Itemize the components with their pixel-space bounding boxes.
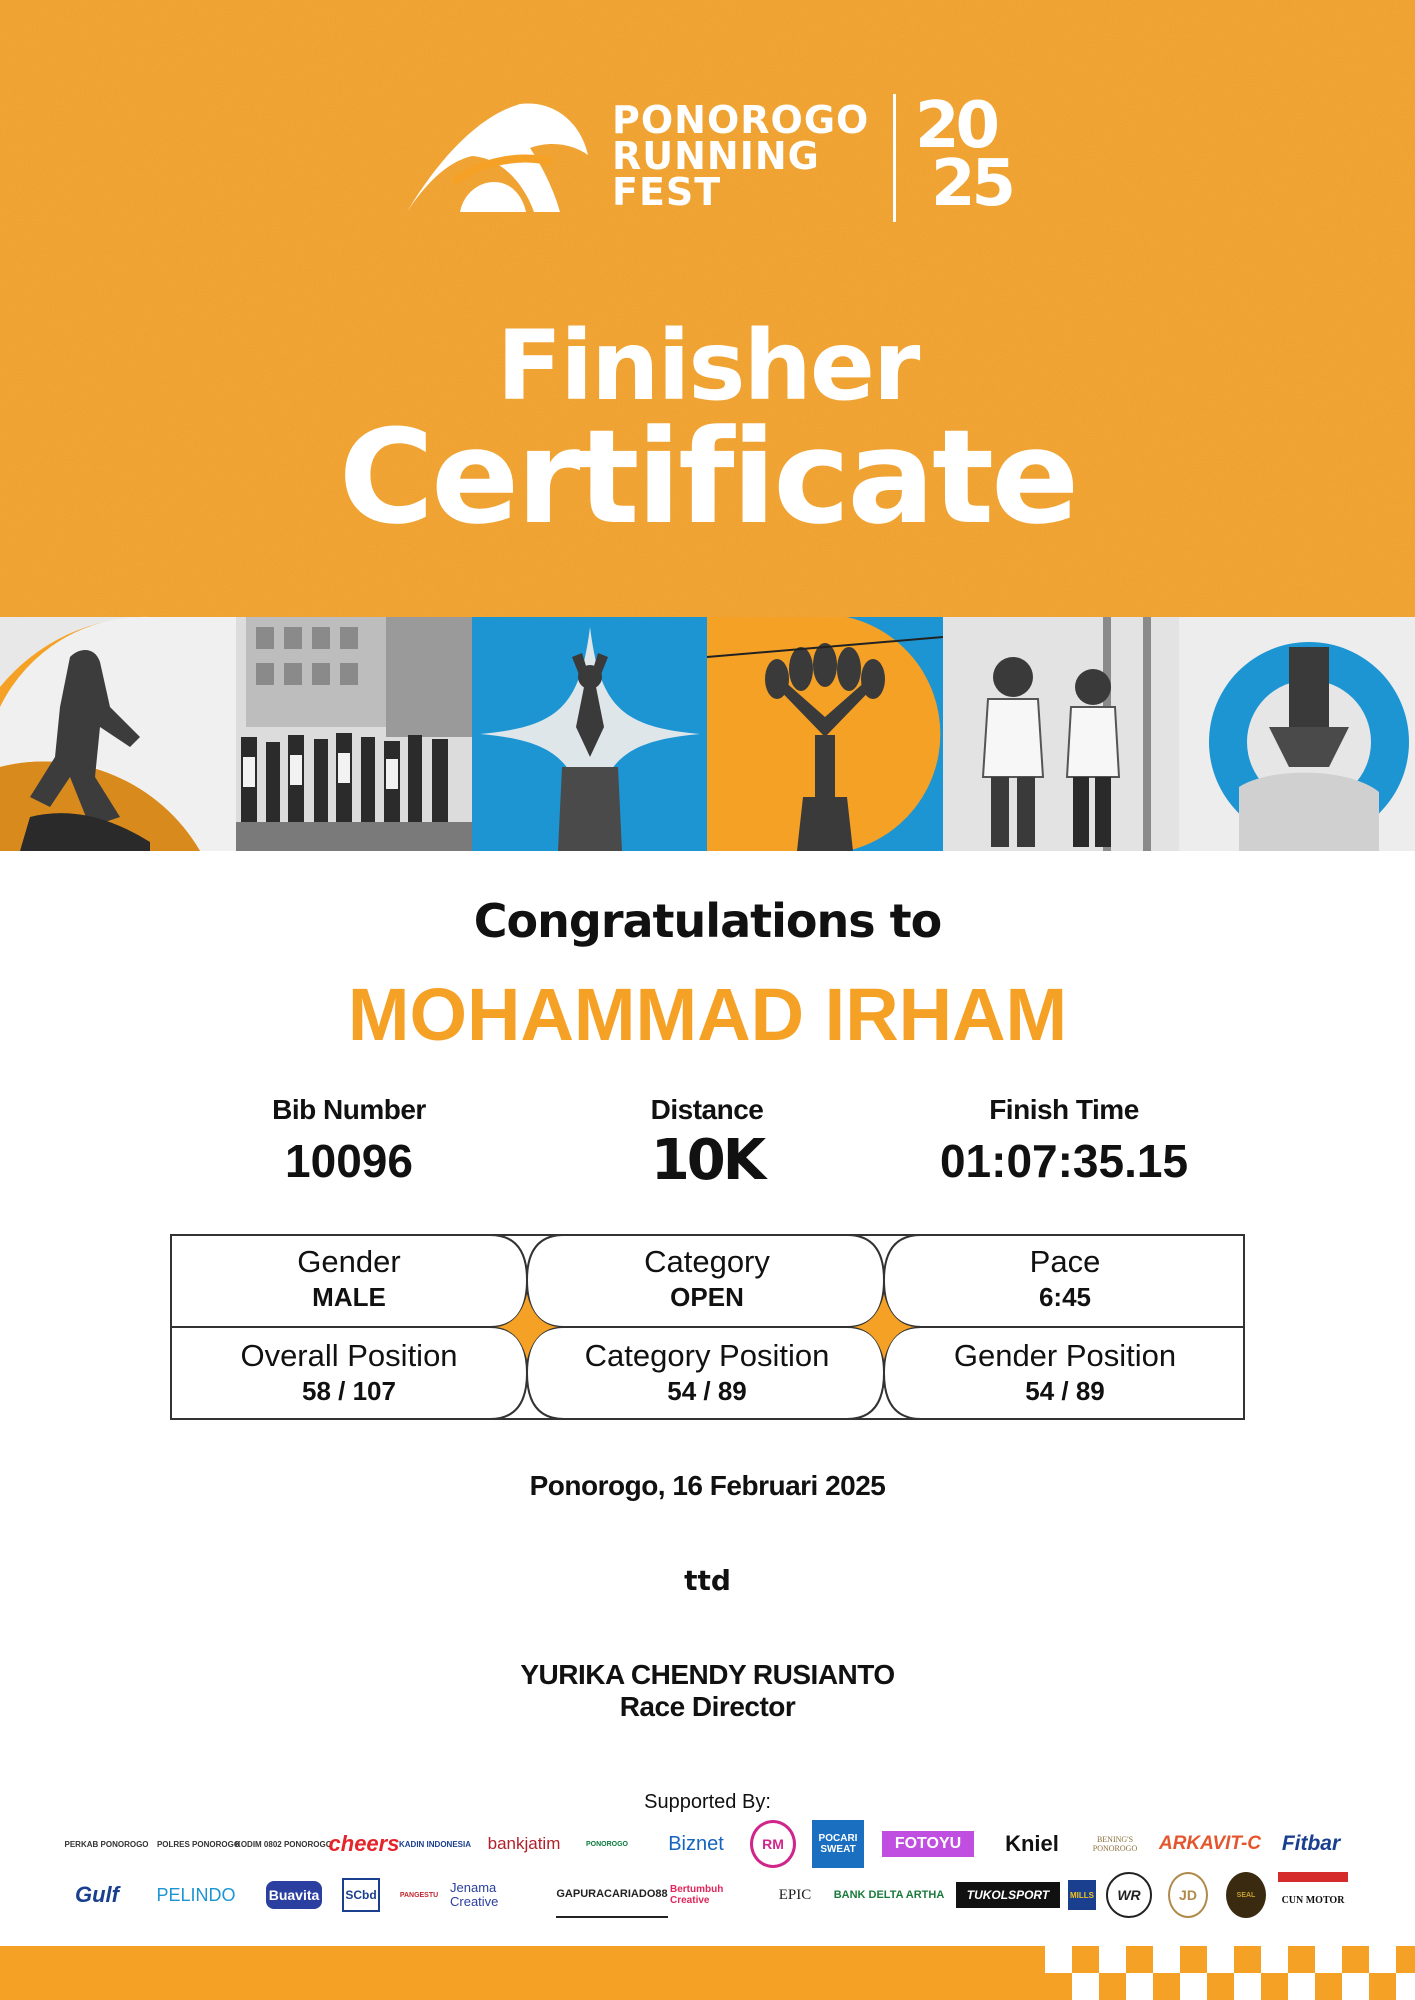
sponsor-logo: CUN MOTOR — [1278, 1872, 1348, 1918]
sponsor-logo: GAPURACARIADO88 — [556, 1872, 668, 1918]
gender-position-value: 54 / 89 — [1025, 1376, 1105, 1406]
brand-line-3: FEST — [612, 170, 722, 214]
sponsor-logo: POLRES PONOROGO — [156, 1839, 241, 1849]
gender-position-cell — [886, 1338, 1244, 1406]
distance-block — [527, 1092, 887, 1193]
photo-statue — [0, 617, 236, 851]
sponsor-logo: SEAL — [1226, 1872, 1266, 1918]
sponsor-logo: BANK DELTA ARTHA — [833, 1889, 945, 1901]
sponsor-logo: Fitbar — [1281, 1832, 1341, 1855]
sponsor-logo: SCbd — [342, 1878, 380, 1912]
sponsor-logo: Gulf — [75, 1882, 119, 1907]
photo-trophy — [1179, 617, 1415, 851]
runner-name: MOHAMMAD IRHAM — [347, 973, 1068, 1056]
congratulations-heading: Congratulations to — [473, 894, 942, 948]
arch-logo-icon — [402, 100, 592, 218]
pace-cell — [886, 1244, 1244, 1312]
sponsor-logo: FOTOYU — [882, 1831, 974, 1857]
finish-time-value: 01:07:35.15 — [939, 1135, 1189, 1187]
bib-number-value: 10096 — [285, 1135, 413, 1187]
sponsor-logo: PONOROGO — [585, 1840, 628, 1848]
sponsor-logo: PERKAB PONOROGO — [64, 1839, 149, 1849]
sponsor-logo: RM — [750, 1820, 796, 1868]
pace-value: 6:45 — [1038, 1282, 1092, 1312]
event-year — [915, 89, 1015, 224]
gender-cell — [170, 1244, 528, 1312]
photo-dancer — [472, 617, 708, 851]
category-position-cell — [528, 1338, 886, 1406]
bib-number-label: Bib Number — [272, 1094, 426, 1125]
sponsor-logo: Kniel — [1005, 1831, 1059, 1856]
overall-position-value: 58 / 107 — [302, 1376, 396, 1406]
category-position-label: Category Position — [584, 1338, 830, 1373]
signature-mark: ttd — [684, 1564, 731, 1597]
director-role: Race Director — [619, 1691, 796, 1722]
primary-stats — [0, 1092, 1415, 1202]
category-label: Category — [644, 1244, 770, 1279]
sponsor-logo: PANGESTU — [399, 1891, 439, 1899]
sponsor-logo: TUKOLSPORT — [956, 1882, 1060, 1908]
photo-monument — [707, 617, 943, 851]
finish-time-block — [884, 1092, 1244, 1190]
event-name — [612, 98, 870, 214]
details-grid — [170, 1234, 1245, 1420]
race-director — [0, 1659, 1415, 1723]
gender-position-label: Gender Position — [953, 1338, 1177, 1373]
brand-line-1: PONOROGO — [612, 98, 870, 142]
event-logo — [0, 89, 1415, 232]
distance-label: Distance — [650, 1094, 764, 1125]
overall-position-label: Overall Position — [240, 1338, 458, 1373]
category-position-value: 54 / 89 — [667, 1376, 747, 1406]
gender-value: MALE — [312, 1282, 386, 1312]
logo-divider — [893, 94, 896, 222]
brand-line-2: RUNNING — [612, 134, 820, 178]
distance-value: 10K — [650, 1128, 764, 1193]
sponsor-logo: Buavita — [266, 1881, 322, 1909]
overall-position-cell — [170, 1338, 528, 1406]
sponsor-logo: KADIN INDONESIA — [399, 1839, 472, 1849]
sponsor-logo: MILLS — [1068, 1880, 1096, 1910]
photo-participants — [943, 617, 1179, 851]
finish-time-label: Finish Time — [989, 1094, 1139, 1125]
sponsor-logo: WR — [1106, 1872, 1152, 1918]
photo-runners — [236, 617, 472, 851]
sponsor-logo: Biznet — [668, 1832, 724, 1855]
sponsor-logo: Jenama Creative — [450, 1880, 499, 1909]
year-top: 20 — [915, 89, 997, 163]
sponsor-logo: POCARI SWEAT — [812, 1820, 864, 1868]
sponsor-logo: bankjatim — [487, 1834, 561, 1853]
checkered-flag-pattern — [1045, 1946, 1415, 2000]
sponsor-logo: KODIM 0802 PONOROGO — [235, 1839, 332, 1849]
place-and-date: Ponorogo, 16 Februari 2025 — [529, 1470, 886, 1501]
title-finisher: Finisher — [496, 310, 919, 422]
sponsor-row-2 — [66, 1872, 1351, 1918]
sponsor-logo: JD — [1168, 1872, 1208, 1918]
pace-label: Pace — [1029, 1244, 1101, 1279]
sponsor-row-1 — [66, 1820, 1351, 1868]
sponsor-logo: BENING'S PONOROGO — [1092, 1835, 1138, 1853]
gender-label: Gender — [297, 1244, 401, 1279]
supported-by-label: Supported By: — [644, 1791, 771, 1813]
year-bottom: 25 — [931, 147, 1013, 221]
sponsor-logo: EPIC — [778, 1886, 812, 1903]
category-value: OPEN — [670, 1282, 744, 1312]
certificate-header — [0, 0, 1415, 617]
category-cell — [528, 1244, 886, 1312]
photo-strip — [0, 617, 1415, 851]
bib-number-block — [169, 1092, 529, 1190]
director-name: YURIKA CHENDY RUSIANTO — [520, 1659, 895, 1690]
sponsor-logo: cheers — [328, 1831, 400, 1856]
sponsor-logo: PELINDO — [156, 1884, 236, 1905]
sponsor-logo: ARKAVIT-C — [1158, 1833, 1262, 1854]
title-certificate: Certificate — [338, 401, 1077, 553]
sponsor-logo: Bertumbuh Creative — [670, 1884, 724, 1906]
